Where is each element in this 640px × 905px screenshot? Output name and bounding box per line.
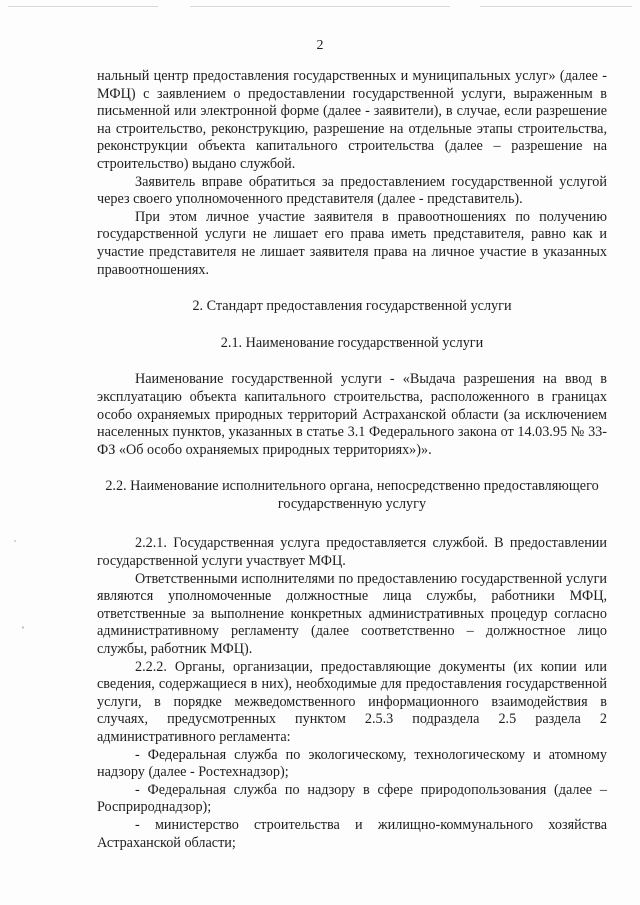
section-heading: 2. Стандарт предоставления государственной услуги (192, 298, 512, 315)
scan-edge-line (190, 6, 450, 7)
paragraph: Наименование государственной услуги - «Выдача разрешения на ввод в эксплуатацию объекта капитального строительства, расположенного в границах особо охраняемых природных территорий Астраханской области (за исключением населенных пунктов, указанных в статье 3.1 Федерального закона от 14.03.95 № 33-ФЗ «Об особо охраняемых природных территориях»)». (97, 371, 607, 458)
section-heading: 2.1. Наименование государственной услуги (220, 334, 484, 351)
section-heading: 2.2. Наименование исполнительного органа, непосредственно предоставляющего государственную услугу (105, 478, 599, 512)
scan-speck (14, 540, 16, 542)
document-body (97, 68, 607, 852)
paragraph: При этом личное участие заявителя в правоотношениях по получению государственной услуги не лишает его права иметь представителя, равно как и участие представителя не лишает заявителя права на личное участие в указанных правоотношениях. (97, 208, 607, 278)
paragraph: 2.2.1. Государственная услуга предоставляется службой. В предоставлении государственной услуги участвует МФЦ. (97, 535, 607, 570)
scan-speck (22, 626, 24, 629)
paragraph: - Федеральная служба по надзору в сфере природопользования (далее – Росприроднадзор); (97, 781, 607, 816)
paragraph: - министерство строительства и жилищно-коммунального хозяйства Астраханской области; (97, 816, 607, 851)
paragraph: 2.2.2. Органы, организации, предоставляющие документы (их копии или сведения, содержащиеся в них), необходимые для предоставления государственной услуги, в порядке межведомственного информационного взаимодействия в случаях, предусмотренных пунктом 2.5.3 подраздела 2.5 раздела 2 административного регламента: (97, 658, 607, 745)
paragraph: Ответственными исполнителями по предоставлению государственной услуги являются уполномоченные должностные лица службы, работники МФЦ, ответственные за выполнение конкретных административных процедур согласно административному регламенту (далее соответственно – должностное лицо службы, работник МФЦ). (97, 570, 607, 658)
page-number: 2 (316, 38, 324, 53)
paragraph: - Федеральная служба по экологическому, технологическому и атомному надзору (далее - Ростехнадзор); (97, 746, 607, 781)
paragraph: нальный центр предоставления государственных и муниципальных услуг» (далее - МФЦ) с заявлением о предоставлении государственной услуги, выраженным в письменной или электронной форме (далее - заявители), в случае, если разрешение на строительство, реконструкцию, разрешение на отдельные этапы строительства, реконструкции объекта капитального строительства (далее – разрешение на строительство) выдано службой. (97, 68, 607, 172)
scan-edge-line (8, 6, 158, 7)
scan-edge-line (480, 6, 632, 7)
paragraph: Заявитель вправе обратиться за предоставлением государственной услугой через своего уполномоченного представителя (далее - представитель). (97, 173, 607, 208)
